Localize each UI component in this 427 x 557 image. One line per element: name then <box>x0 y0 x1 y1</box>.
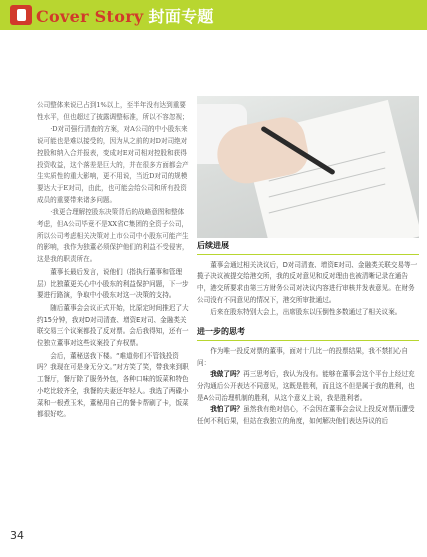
hand-writing-photo <box>197 96 419 238</box>
left-paragraph: ·D对司强行清查的方案，对A公司的中小股东来说可能也是难以接受的，因为从之前的对D对司绝对控股和纳入合并报表，变成对E对司相对控股和获得投资收益，这个落差是巨大的，并在很多方面都会产生实质性的重大影响，更不用说，当近D对司的规模要达大于E对司，由此，也可能会给公司和所有投资成员的重要带来诸多问题。 <box>37 125 189 204</box>
left-column <box>37 100 190 422</box>
right-paragraph: 我怕了吗？虽然我有绝对信心，不会因在董事会会议上投反对票而遭受任何不利后果，但站在我独立的角度，如何解决他们表达异议的后 <box>197 405 415 426</box>
header-band <box>0 0 427 30</box>
right-paragraph: 作为唯一投反对票的董事，面对十几比一的投票结果，我不禁扪心自问： <box>197 346 408 367</box>
left-paragraph: 公司整体来说已占到1%以上，至半年没有达到重要性水平，但也超过了披露调整标准，所以不容忽视； <box>37 101 189 121</box>
right-column <box>197 236 419 428</box>
section-title <box>36 4 214 27</box>
left-paragraph: 随后董事会会议正式开始，比原定时间推迟了大约15分钟，我对D对司清查、增资E对司、金融类关联交易三个议案都投了反对票。会后我得知，还有一位独立董事对这些议案投了弃权票。 <box>37 303 189 348</box>
section-title-en: Cover Story <box>36 7 144 26</box>
right-paragraph: 我做了吗？再三思考后，我认为没有。能够在董事会这个平台上经过充分沟通后公开表达不同意见，这既是胜利，而且这不但是属于我的胜利，也是A公司治理机制的胜利，从这个意义上说，我是胜利者。 <box>197 370 415 402</box>
right-paragraph: 后来在股东特别大会上，出席股东以压倒性多数通过了相关议案。 <box>210 307 402 316</box>
left-paragraph: 董事长最后发言，说他们（指执行董事和管理层）比独董更关心中小股东的利益保护问题，下一步要进行路演，争取中小股东对这一决策的支持。 <box>37 267 189 300</box>
section-heading: 后续进展 <box>197 240 419 255</box>
section-heading: 进一步的思考 <box>197 326 419 341</box>
page-number: 34 <box>10 529 24 542</box>
right-paragraph: 董事会通过相关决议后，D对司清查、增资E对司、金融类关联交易等一揽子决议被提交给港交所，我的反对意见和反对理由也被清晰记录在通告中，港交所要求由第三方财务公司对决议内容进行审核并发表意见。在财务公司没有不同意见的情况下，港交所审批通过。 <box>197 260 418 304</box>
magazine-logo-icon <box>10 5 32 25</box>
left-paragraph: 会后，董秘送我下楼。“难道你们不管钱投资吗？我现在可是身无分文。”对方笑了笑，带我来到职工餐厅，餐厅除了服务外包，各种口味的饭菜和特色小吃比较齐全，我餐的夫妻还年轻人。我选了两碟小菜和一根煮玉米，董秘用自己的餐卡帮刷了卡，饭菜都很好吃。 <box>37 351 189 419</box>
left-paragraph: ·我更合理解控股东决策背后的战略意图和整体考虑，但A公司毕竟不是XX省C集团的全资子公司，所以公司考虑相关决策对上市公司中小股东可能产生的影响，我作为独董必须保护他们的利益不受侵害，这是我的职责所在。 <box>37 208 189 264</box>
bold-lead: 我怕了吗？ <box>210 405 244 414</box>
bold-lead: 我做了吗？ <box>210 370 244 379</box>
section-title-cn: 封面专题 <box>148 7 214 26</box>
